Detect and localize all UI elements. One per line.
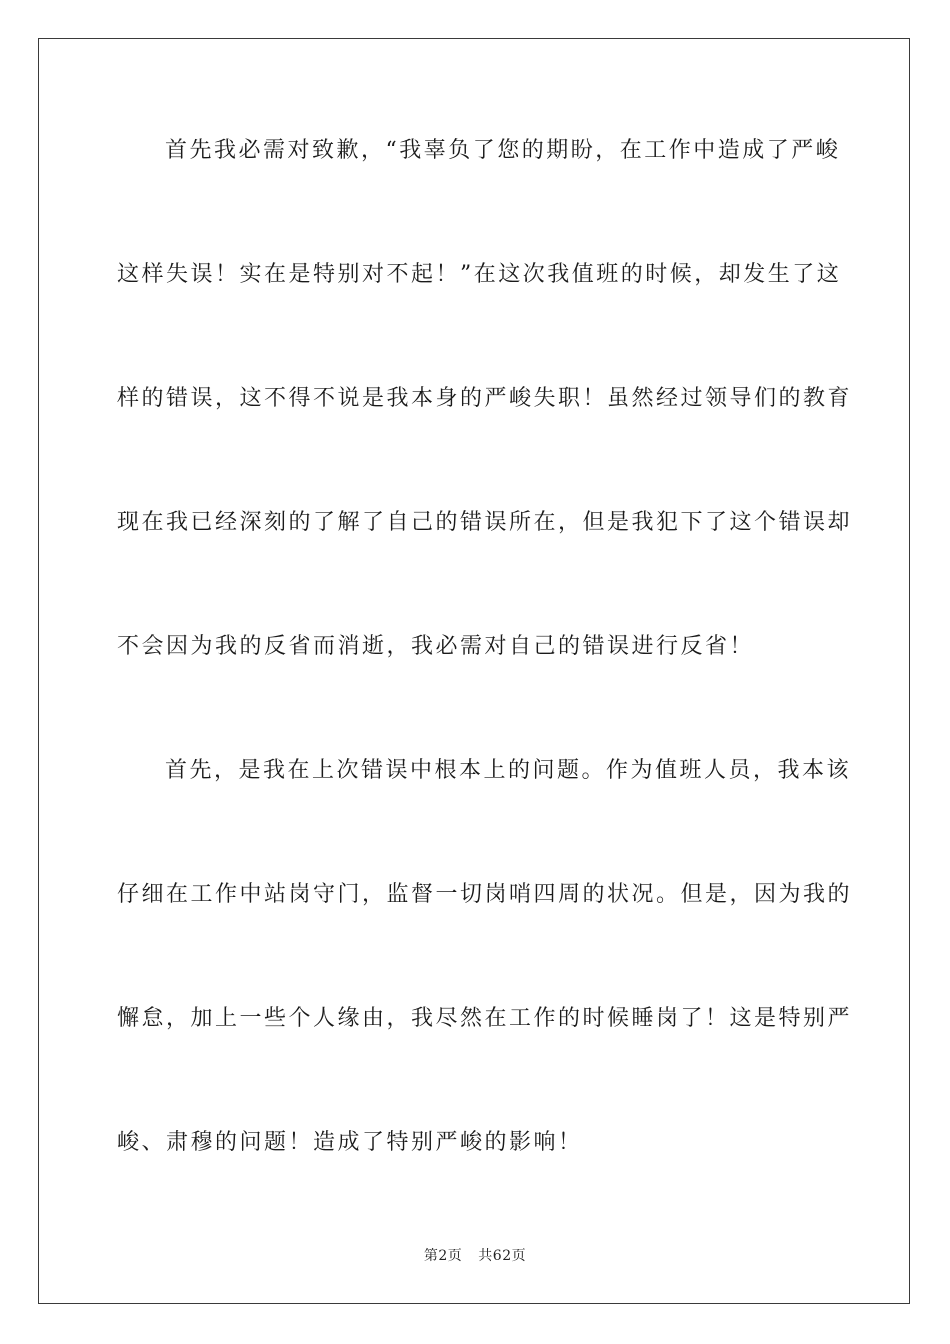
paragraph-1-line-1: 首先我必需对致歉，“我辜负了您的期盼，在工作中造成了严峻 <box>165 138 841 163</box>
paragraph-2-line-3: 懈怠，加上一些个人缘由，我尽然在工作的时候睡岗了！这是特别严 <box>117 1006 853 1031</box>
paragraph-2-line-1: 首先，是我在上次错误中根本上的问题。作为值班人员，我本该 <box>165 758 852 783</box>
paragraph-1-line-2: 这样失误！实在是特别对不起！”在这次我值班的时候，却发生了这 <box>117 262 842 287</box>
page-footer <box>0 1245 950 1265</box>
paragraph-1-line-5: 不会因为我的反省而消逝，我必需对自己的错误进行反省！ <box>117 634 755 659</box>
document-body <box>117 120 853 1236</box>
page-total: 共62页 <box>478 1248 527 1264</box>
paragraph-2-line-2: 仔细在工作中站岗守门，监督一切岗哨四周的状况。但是，因为我的 <box>117 882 853 907</box>
paragraph-1-line-3: 样的错误，这不得不说是我本身的严峻失职！虽然经过领导们的教育 <box>117 386 853 411</box>
paragraph-2-line-4: 峻、肃穆的问题！造成了特别严峻的影响！ <box>117 1130 583 1155</box>
page-number: 第2页 <box>423 1248 463 1264</box>
paragraph-1-line-4: 现在我已经深刻的了解了自己的错误所在，但是我犯下了这个错误却 <box>117 510 853 535</box>
